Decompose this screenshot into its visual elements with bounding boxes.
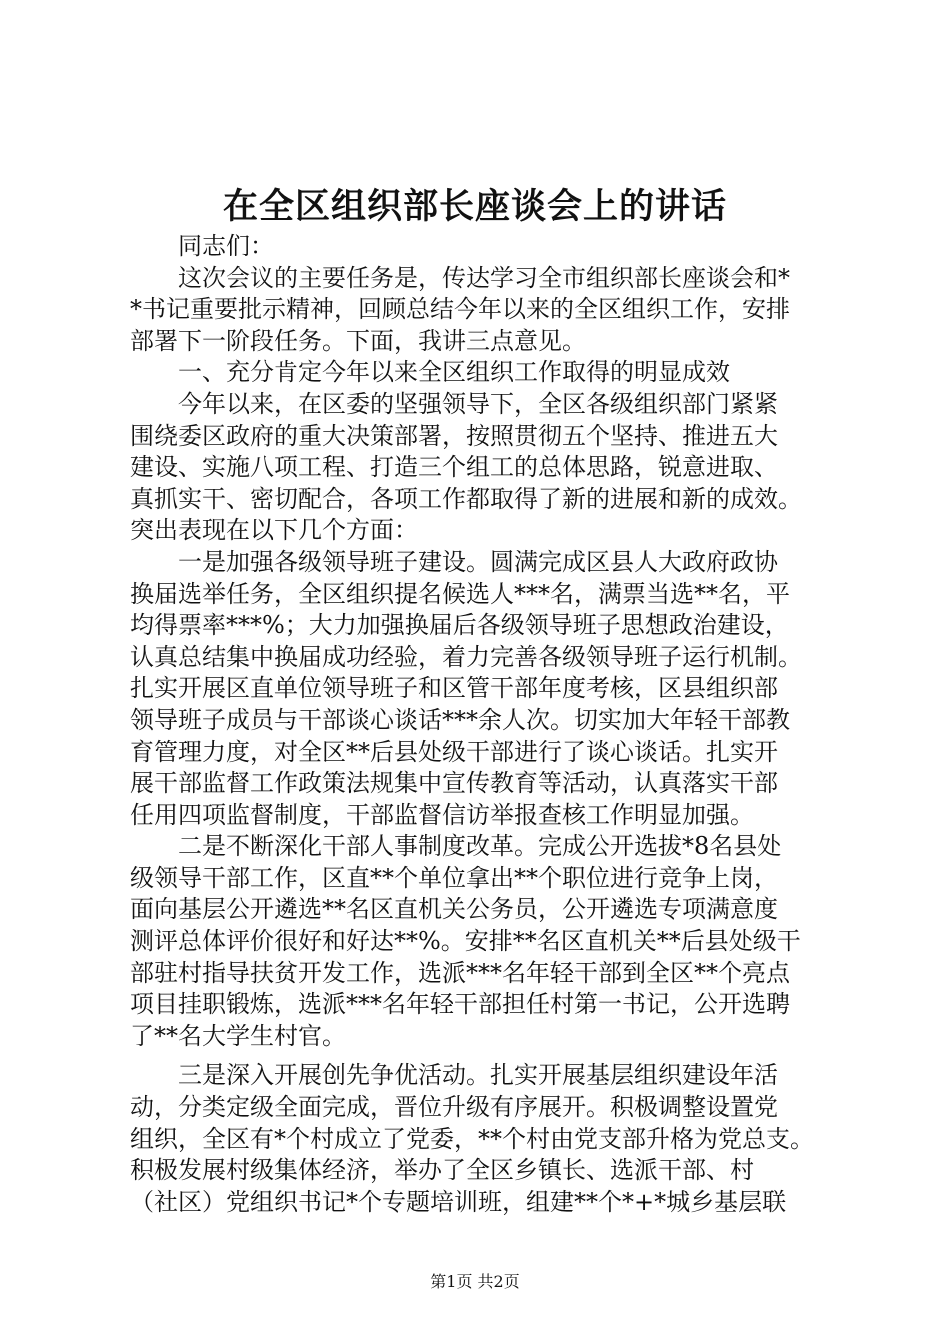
text-line: 围绕委区政府的重大决策部署，按照贯彻五个坚持、推进五大 — [130, 421, 778, 450]
text-line: 二是不断深化干部人事制度改革。完成公开选拔*8名县处 — [178, 832, 782, 861]
text-line: 换届选举任务，全区组织提名候选人***名，满票当选**名，平 — [130, 579, 790, 608]
text-line: 均得票率***%；大力加强换届后各级领导班子思想政治建设， — [130, 611, 789, 640]
text-line: （社区）党组织书记*个专题培训班，组建**个*+*城乡基层联 — [130, 1187, 787, 1216]
document-body — [130, 231, 830, 1218]
paragraph-gap — [130, 1052, 830, 1060]
text-line: 积极发展村级集体经济，举办了全区乡镇长、选派干部、村 — [130, 1156, 754, 1185]
text-line: 真抓实干、密切配合，各项工作都取得了新的进展和新的成效。 — [130, 484, 802, 513]
salutation: 同志们： — [178, 232, 274, 260]
section-heading: 一、充分肯定今年以来全区组织工作取得的明显成效 — [178, 358, 730, 387]
text-line: 育管理力度，对全区**后县处级干部进行了谈心谈话。扎实开 — [130, 737, 778, 766]
text-line: 面向基层公开遴选**名区直机关公务员，公开遴选专项满意度 — [130, 895, 778, 924]
text-line: 了**名大学生村官。 — [130, 1021, 346, 1050]
text-line: 任用四项监督制度，干部监督信访举报查核工作明显加强。 — [130, 800, 754, 829]
text-line: 组织，全区有*个村成立了党委，**个村由党支部升格为党总支。 — [130, 1124, 814, 1153]
text-line: 部驻村指导扶贫开发工作，选派***名年轻干部到全区**个亮点 — [130, 958, 790, 987]
text-line: 部署下一阶段任务。下面，我讲三点意见。 — [130, 326, 586, 355]
text-line: 扎实开展区直单位领导班子和区管干部年度考核，区县组织部 — [130, 674, 778, 703]
text-line: 建设、实施八项工程、打造三个组工的总体思路，锐意进取、 — [130, 453, 778, 482]
text-line: 突出表现在以下几个方面： — [130, 516, 418, 545]
text-line: 领导班子成员与干部谈心谈话***余人次。切实加大年轻干部教 — [130, 705, 790, 734]
text-line: 三是深入开展创先争优活动。扎实开展基层组织建设年活 — [178, 1061, 778, 1090]
text-line: *书记重要批示精神，回顾总结今年以来的全区组织工作，安排 — [130, 295, 790, 324]
page-footer: 第1页 共2页 — [430, 1272, 520, 1291]
text-line: 级领导干部工作，区直**个单位拿出**个职位进行竞争上岗， — [130, 863, 778, 892]
text-line: 动，分类定级全面完成，晋位升级有序展开。积极调整设置党 — [130, 1093, 778, 1122]
text-line: 今年以来，在区委的坚强领导下，全区各级组织部门紧紧 — [178, 389, 778, 418]
text-line: 一是加强各级领导班子建设。圆满完成区县人大政府政协 — [178, 547, 778, 576]
page-title: 在全区组织部长座谈会上的讲话 — [222, 186, 727, 227]
text-line: 这次会议的主要任务是，传达学习全市组织部长座谈会和* — [178, 263, 790, 292]
text-line: 项目挂职锻炼，选派***名年轻干部担任村第一书记，公开选聘 — [130, 990, 790, 1019]
text-line: 认真总结集中换届成功经验，着力完善各级领导班子运行机制。 — [130, 642, 802, 671]
text-line: 测评总体评价很好和好达**%。安排**名区直机关**后县处级干 — [130, 927, 801, 956]
text-line: 展干部监督工作政策法规集中宣传教育等活动，认真落实干部 — [130, 769, 778, 798]
